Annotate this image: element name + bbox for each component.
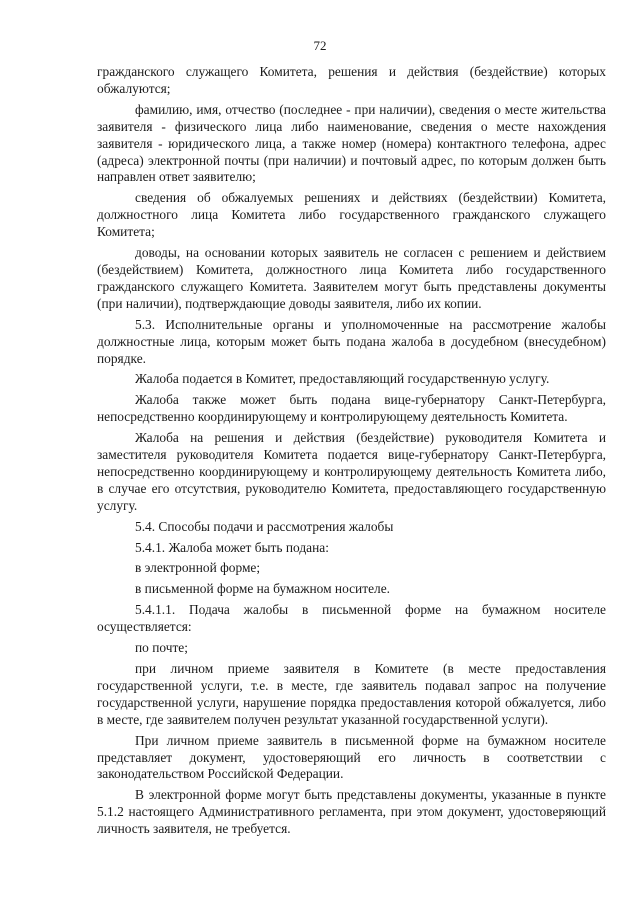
paragraph: гражданского служащего Комитета, решения и действия (бездействие) которых обжалуются; <box>97 64 606 96</box>
paragraph: Жалоба на решения и действия (бездействие) руководителя Комитета и заместителя руководителя Комитета подается вице-губернатору Санкт-Петербурга, непосредственно координирующему и контролирующему деятельность Комитета либо, в случае его отсутствия, руководителю Комитета, предоставляющего государственную услугу. <box>97 430 606 513</box>
page-number: 72 <box>313 38 327 53</box>
list-item: по почте; <box>135 640 188 656</box>
paragraph: сведения об обжалуемых решениях и действиях (бездействии) Комитета, должностного лица Комитета либо государственного гражданского служащего Комитета; <box>97 190 606 240</box>
paragraph: 5.4.1. Жалоба может быть подана: <box>135 539 329 555</box>
paragraph: фамилию, имя, отчество (последнее - при наличии), сведения о месте жительства заявителя - физического лица либо наименование, сведения о месте нахождения заявителя - юридического лица, а также номер (номера) контактного телефона, адрес (адреса) электронной почты (при наличии) и почтовый адрес, по которым должен быть направлен ответ заявителю; <box>97 101 606 185</box>
list-item: в электронной форме; <box>135 560 261 576</box>
paragraph: При личном приеме заявитель в письменной форме на бумажном носителе представляет документ, удостоверяющий его личность в соответствии с законодательством Российской Федерации. <box>97 732 606 782</box>
paragraph: 5.3. Исполнительные органы и уполномоченные на рассмотрение жалобы должностные лица, которым может быть подана жалоба в досудебном (внесудебном) порядке. <box>97 316 606 366</box>
list-item: при личном приеме заявителя в Комитете (в месте предоставления государственной услуги, т.е. в месте, где заявитель подавал запрос на получение государственной услуги, нарушение порядка предоставления которой обжалуется, либо в месте, где заявителем получен результат указанной государственной услуги). <box>97 661 606 727</box>
paragraph: В электронной форме могут быть представлены документы, указанные в пункте 5.1.2 настоящего Административного регламента, при этом документ, удостоверяющий личность заявителя, не требуется. <box>97 787 606 837</box>
paragraph: Жалоба подается в Комитет, предоставляющий государственную услугу. <box>135 371 550 387</box>
paragraph: 5.4.1.1. Подача жалобы в письменной форме на бумажном носителе осуществляется: <box>97 602 606 635</box>
paragraph: Жалоба также может быть подана вице-губернатору Санкт-Петербурга, непосредственно координирующему и контролирующему деятельность Комитета. <box>97 392 606 425</box>
document-body <box>97 64 606 838</box>
paragraph: доводы, на основании которых заявитель не согласен с решением и действием (бездействием) Комитета, должностного лица Комитета либо государственного гражданского служащего Комитета. Заявителем могут быть представлены документы (при наличии), подтверждающие доводы заявителя, либо их копии. <box>97 245 606 311</box>
list-item: в письменной форме на бумажном носителе. <box>135 581 390 597</box>
section-heading: 5.4. Способы подачи и рассмотрения жалобы <box>135 518 394 534</box>
